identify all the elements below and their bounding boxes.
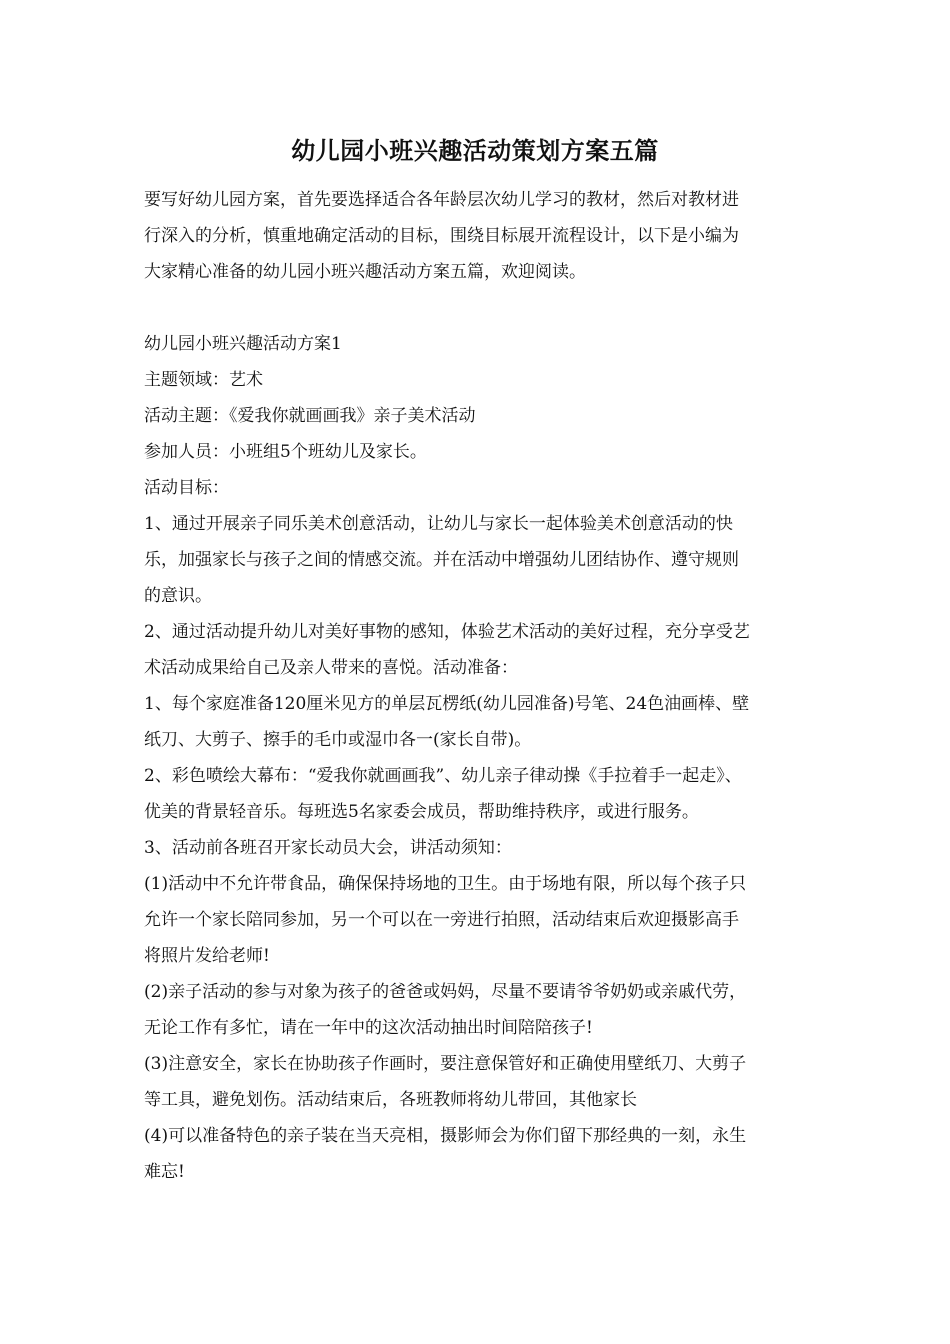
goals-heading: 活动目标： [144,478,229,498]
prep-paragraph-1 [144,686,808,758]
paragraph-line: 1、通过开展亲子同乐美术创意活动，让幼儿与家长一起体验美术创意活动的快 [144,514,733,534]
notice-item-3 [144,1046,808,1118]
section-heading: 幼儿园小班兴趣活动方案1 [144,334,342,354]
participants: 参加人员：小班组5个班幼儿及家长。 [144,442,427,462]
notice-item-2 [144,974,808,1046]
paragraph-line: 难忘! [144,1162,185,1182]
paragraph-line: 1、每个家庭准备120厘米见方的单层瓦楞纸(幼儿园准备)号笔、24色油画棒、壁 [144,694,750,714]
intro-paragraph [144,182,808,290]
goal-paragraph-1 [144,506,808,614]
intro-line: 大家精心准备的幼儿园小班兴趣活动方案五篇，欢迎阅读。 [144,262,586,282]
intro-line: 要写好幼儿园方案，首先要选择适合各年龄层次幼儿学习的教材，然后对教材进 [144,190,739,210]
paragraph-line: 纸刀、大剪子、擦手的毛巾或湿巾各一(家长自带)。 [144,730,532,750]
activity-theme: 活动主题：《爱我你就画画我》亲子美术活动 [144,406,476,426]
goal-paragraph-2 [144,614,808,686]
paragraph-line: (1)活动中不允许带食品，确保保持场地的卫生。由于场地有限，所以每个孩子只 [144,874,747,894]
plan-section [144,326,808,1190]
paragraph-line: (4)可以准备特色的亲子装在当天亮相，摄影师会为你们留下那经典的一刻，永生 [144,1126,747,1146]
prep-paragraph-2 [144,758,808,830]
paragraph-line: 允许一个家长陪同参加，另一个可以在一旁进行拍照，活动结束后欢迎摄影高手 [144,910,739,930]
prep-paragraph-3 [144,830,808,866]
document-title: 幼儿园小班兴趣活动策划方案五篇 [291,136,659,165]
paragraph-line: (3)注意安全，家长在协助孩子作画时，要注意保管好和正确使用壁纸刀、大剪子 [144,1054,747,1074]
theme-domain: 主题领域：艺术 [144,370,263,390]
paragraph-line: (2)亲子活动的参与对象为孩子的爸爸或妈妈，尽量不要请爷爷奶奶或亲戚代劳， [144,982,747,1002]
notice-item-4 [144,1118,808,1190]
paragraph-line: 2、通过活动提升幼儿对美好事物的感知，体验艺术活动的美好过程，充分享受艺 [144,622,750,642]
intro-line: 行深入的分析，慎重地确定活动的目标，围绕目标展开流程设计，以下是小编为 [144,226,739,246]
paragraph-line: 术活动成果给自己及亲人带来的喜悦。活动准备： [144,658,518,678]
paragraph-line: 的意识。 [144,586,212,606]
paragraph-line: 优美的背景轻音乐。每班选5名家委会成员，帮助维持秩序，或进行服务。 [144,802,699,822]
paragraph-line: 2、彩色喷绘大幕布：“爱我你就画画我”、幼儿亲子律动操《手拉着手一起走》、 [144,766,742,786]
paragraph-line: 无论工作有多忙，请在一年中的这次活动抽出时间陪陪孩子! [144,1018,593,1038]
paragraph-line: 等工具，避免划伤。活动结束后，各班教师将幼儿带回，其他家长 [144,1090,637,1110]
paragraph-line: 乐，加强家长与孩子之间的情感交流。并在活动中增强幼儿团结协作、遵守规则 [144,550,739,570]
notice-item-1 [144,866,808,974]
paragraph-line: 将照片发给老师! [144,946,270,966]
paragraph-line: 3、活动前各班召开家长动员大会，讲活动须知： [144,838,512,858]
